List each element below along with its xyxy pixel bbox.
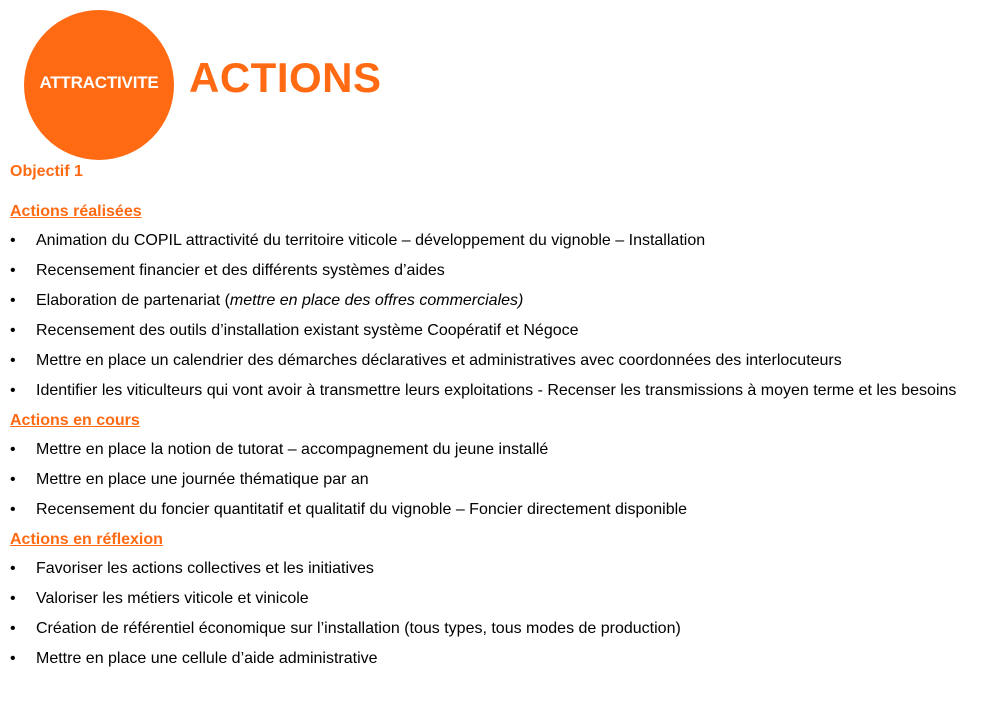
badge-label: ATTRACTIVITE bbox=[39, 73, 159, 92]
item-text: Animation du COPIL attractivité du territoire viticole – développement du vignoble – Installation bbox=[36, 232, 706, 249]
item-text: Création de référentiel économique sur l’installation (tous types, tous modes de production) bbox=[36, 620, 681, 637]
bullet-icon: • bbox=[10, 382, 16, 399]
page-title: ACTIONS bbox=[189, 54, 382, 101]
objective-label: Objectif 1 bbox=[10, 163, 83, 180]
bullet-icon: • bbox=[10, 560, 16, 577]
bullet-list bbox=[10, 435, 991, 525]
bullet-list bbox=[10, 226, 991, 406]
list-item bbox=[10, 346, 991, 376]
item-text: Favoriser les actions collectives et les initiatives bbox=[36, 560, 374, 577]
list-item bbox=[10, 465, 991, 495]
list-item bbox=[10, 554, 991, 584]
list-item bbox=[10, 376, 991, 406]
bullet-icon: • bbox=[10, 232, 16, 249]
bullet-icon: • bbox=[10, 441, 16, 458]
bullet-icon: • bbox=[10, 352, 16, 369]
bullet-icon: • bbox=[10, 471, 16, 488]
item-text: Mettre en place une cellule d’aide administrative bbox=[36, 650, 378, 667]
bullet-icon: • bbox=[10, 262, 16, 279]
list-item bbox=[10, 495, 991, 525]
list-item bbox=[10, 584, 991, 614]
actions-content bbox=[10, 197, 991, 674]
section-heading: Actions en réflexion bbox=[10, 531, 163, 548]
bullet-icon: • bbox=[10, 322, 16, 339]
list-item bbox=[10, 644, 991, 674]
section-actions-en-reflexion bbox=[10, 525, 991, 674]
item-text: Mettre en place la notion de tutorat – accompagnement du jeune installé bbox=[36, 441, 549, 458]
section-heading: Actions en cours bbox=[10, 412, 140, 429]
bullet-icon: • bbox=[10, 590, 16, 607]
bullet-list bbox=[10, 554, 991, 674]
section-heading: Actions réalisées bbox=[10, 203, 142, 220]
list-item bbox=[10, 614, 991, 644]
item-text: Elaboration de partenariat ( bbox=[36, 292, 230, 309]
item-text: Recensement du foncier quantitatif et qualitatif du vignoble – Foncier directement disponible bbox=[36, 501, 688, 518]
bullet-icon: • bbox=[10, 620, 16, 637]
section-actions-en-cours bbox=[10, 406, 991, 525]
list-item bbox=[10, 256, 991, 286]
item-text: Recensement des outils d’installation existant système Coopératif et Négoce bbox=[36, 322, 579, 339]
item-text: Mettre en place un calendrier des démarches déclaratives et administratives avec coordonnées des interlocuteurs bbox=[36, 352, 842, 369]
bullet-icon: • bbox=[10, 650, 16, 667]
bullet-icon: • bbox=[10, 292, 16, 309]
section-actions-realisees bbox=[10, 197, 991, 406]
list-item bbox=[10, 435, 991, 465]
list-item bbox=[10, 226, 991, 256]
list-item bbox=[10, 316, 991, 346]
item-text: Recensement financier et des différents systèmes d’aides bbox=[36, 262, 445, 279]
item-text: Mettre en place une journée thématique par an bbox=[36, 471, 369, 488]
list-item bbox=[10, 286, 991, 316]
item-text-italic: mettre en place des offres commerciales) bbox=[229, 292, 524, 309]
item-text: Identifier les viticulteurs qui vont avoir à transmettre leurs exploitations - Recenser les transmissions à moyen terme et les besoins bbox=[36, 382, 957, 399]
item-text: Valoriser les métiers viticole et vinicole bbox=[36, 590, 309, 607]
bullet-icon: • bbox=[10, 501, 16, 518]
